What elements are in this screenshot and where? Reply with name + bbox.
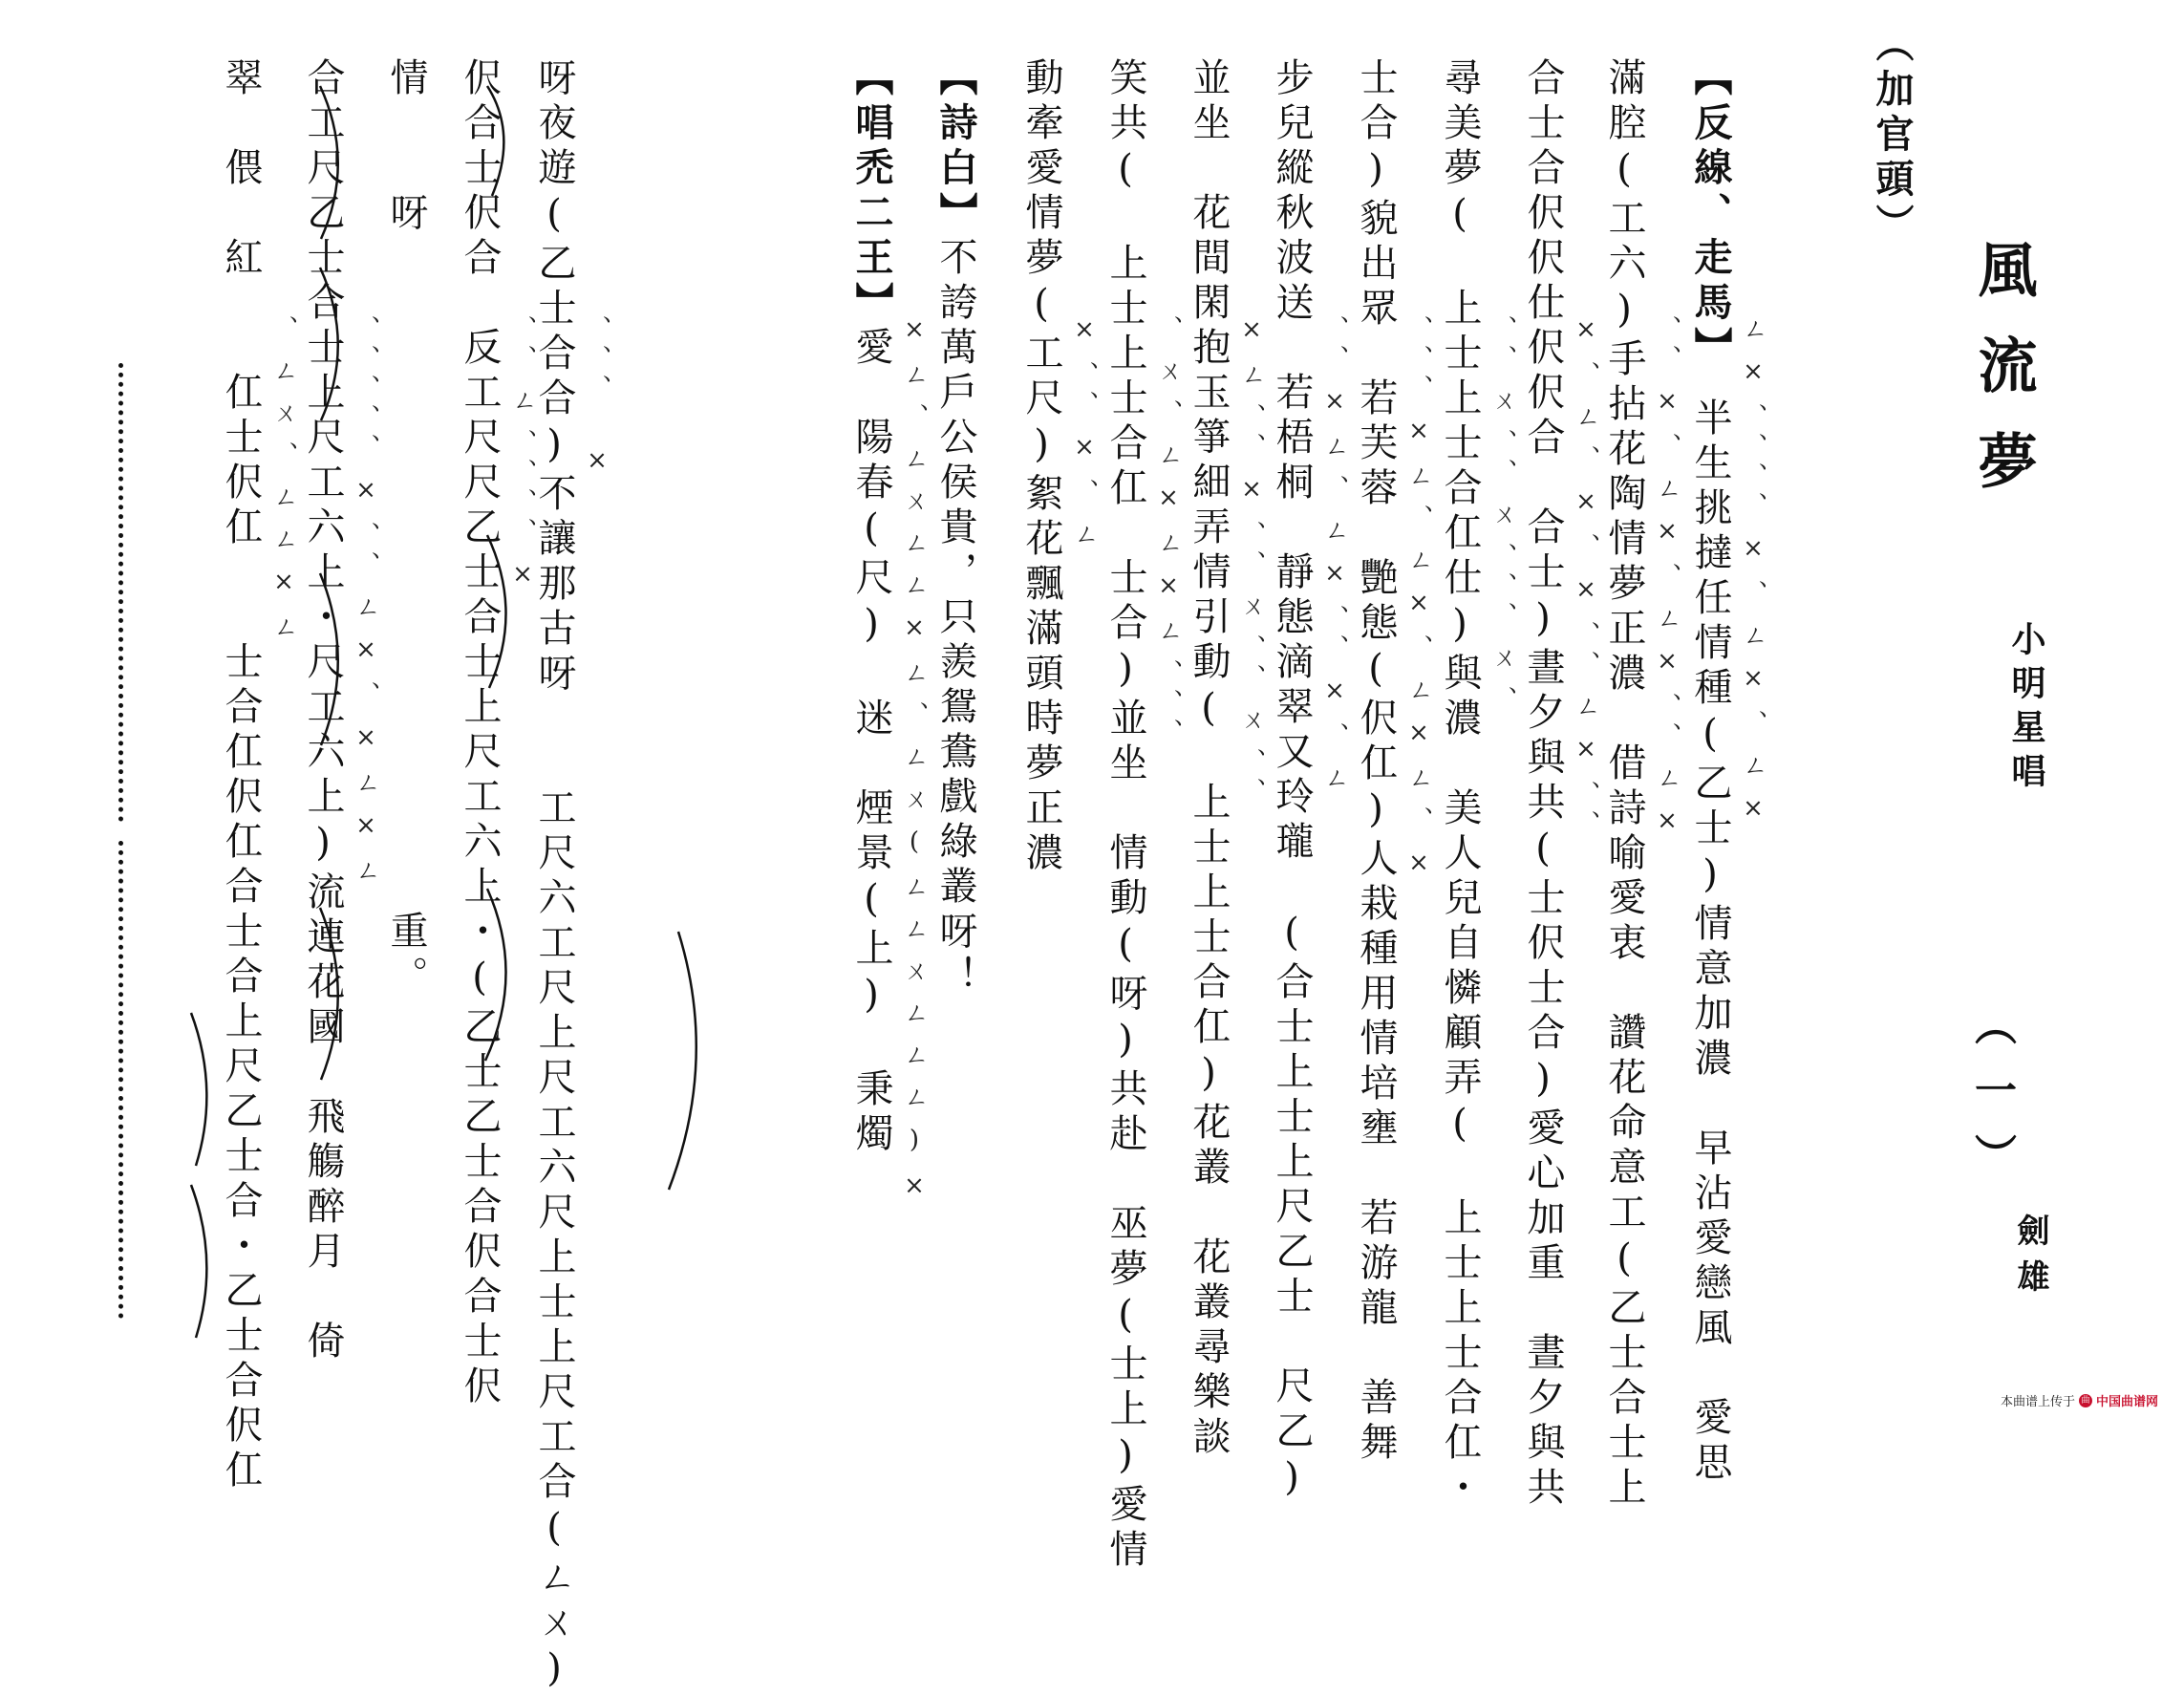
lyric-column: 合士合伬伬仕伬伬合 合士)晝夕與共(士伬士合)愛心加重 晝夕與共 [1521,57,1565,1512]
section-header: 【唱禿二王】 [849,57,894,327]
rhythm-mark-column: 、、ㄥ、、、、× [508,315,537,606]
singer-credit: 小明星唱 [2006,621,2046,797]
lyric-column: 士合)貌出眾 若芙蓉 艷態(伬仜)人栽種用情培壅 若游龍 善舞 [1354,57,1398,1467]
lyric-column: 呀夜遊(乙士合合)不讓那古呀 工尺六工尺上尺工六尺上士上尺工合(ㄥㄨ) [532,57,576,1697]
author-credit: 劍雄 [2011,1214,2049,1305]
slur-arc [320,268,338,420]
slur-arc [320,86,338,239]
rhythm-mark-column: 、ㄨ、ㄥ×ㄥ×ㄥ、、、 [1154,315,1183,761]
slur-arc [320,573,338,745]
lyric-column: 翠 偎 紅 仜士伬仜 士合仜伬仜合士合上尺乙士合・乙士合伬仜 [219,57,263,1494]
dotted-extension-line [118,841,123,1319]
site-logo-text: 中国曲谱网 [2096,1395,2159,1409]
rhythm-mark-column: ×、ㄥ、×、×、、ㄥ×、、 [1572,315,1600,852]
lyric-column: 伬合士伬合 反工尺尺乙士合士上尺工六上・(乙士乙士合伬合士伬 [458,57,502,1410]
section-header: 【詩白】 [933,57,978,237]
upload-text: 本曲谱上传于 [2001,1395,2076,1409]
rhythm-mark-column: ×ㄥ、ㄥㄨㄥㄥ×ㄥ、ㄥㄨ(ㄥㄥㄨㄥㄥㄥ)× [900,315,929,1217]
dotted-extension-line [118,363,123,822]
lyric-column: 笑共( 上士上士合仜 士合)並坐 情動(呀)共赴 巫夢(士上)愛情 [1103,57,1147,1574]
lyric-text: 半生挑撻任情種(乙士)情意加濃 早沾愛戀風 愛思 [1688,353,1732,1487]
lyric-column: 尋美夢( 上士上士合仜仕)與濃 美人兒自憐顧弄( 上士上士合仜・ [1438,57,1482,1512]
slur-arc [191,1185,206,1338]
rhythm-mark-column: 、ㄥㄨ、ㄥㄥ×ㄥ [269,315,298,655]
lyric-text: 愛 陽春(尺) 迷 煙景(上) 秉燭 [849,327,893,1158]
lyric-column: 步兒縱秋波送 若梧桐 靜態滴翠又玲瓏 (合士上士上尺乙士 尺乙) [1270,57,1314,1506]
lyric-column: 滿腔(工六)手拈花陶情夢正濃 借詩喻愛衷 讚花命意工(乙士合士上 [1602,57,1646,1512]
rhythm-mark-column: 、、、、、×、、ㄥ×、×ㄥ×ㄥ [352,315,380,899]
intro-header: （加官頭） [1870,24,1915,248]
rhythm-mark-column: ×、、×、ㄥ [1070,315,1099,563]
rhythm-mark-column: 、、、×ㄥ、ㄥ×、ㄥ×ㄥ、× [1404,315,1433,894]
rhythm-mark-column: 、、×、ㄥ×、ㄥ×、、ㄥ× [1653,315,1681,852]
rhythm-mark-column: 、、、 × [583,315,611,492]
section-header: 【反線、走馬】 [1688,57,1733,353]
lyric-column: 並坐 花間閑抱玉箏細弄情引動( 上士上士合仜)花叢 花叢尋樂談 [1187,57,1231,1461]
slur-arc [191,1013,206,1166]
rhythm-mark-column: ×ㄥ、、×、、ㄨ、、ㄨ、、 [1237,315,1266,820]
part-number: （一） [1967,1003,2016,1198]
lyric-column: 動牽愛情夢(工尺)絮花飄滿頭時夢正濃 [1019,57,1063,877]
lyric-column: 情 呀 重。 [384,57,428,1000]
slur-arc [669,932,696,1190]
slur-arc [487,86,503,196]
rhythm-mark-column: ㄥ×、、、、×、ㄥ×、ㄥ× [1739,315,1767,840]
slur-arc [320,908,338,1080]
site-logo-icon: 曲 [2079,1394,2092,1407]
rhythm-mark-column: 、、ㄨ、、ㄨ、、、ㄨ、 [1488,315,1517,728]
song-title: 風流夢 [1968,239,2038,526]
lyric-text: 不誇萬戶公侯貴，只羨鴛鴦戲綠叢呀！ [933,237,977,1000]
rhythm-mark-column: 、、×ㄥ、ㄥ×、、×、ㄥ [1320,315,1349,806]
footer-credit [2001,1391,2158,1409]
slur-arc [485,889,506,1061]
lyric-column: 合工尺乙士合士上尺工六上・尺工六上)流連花國 飛觴醉月 倚 [301,57,345,1365]
slur-arc [487,535,506,688]
